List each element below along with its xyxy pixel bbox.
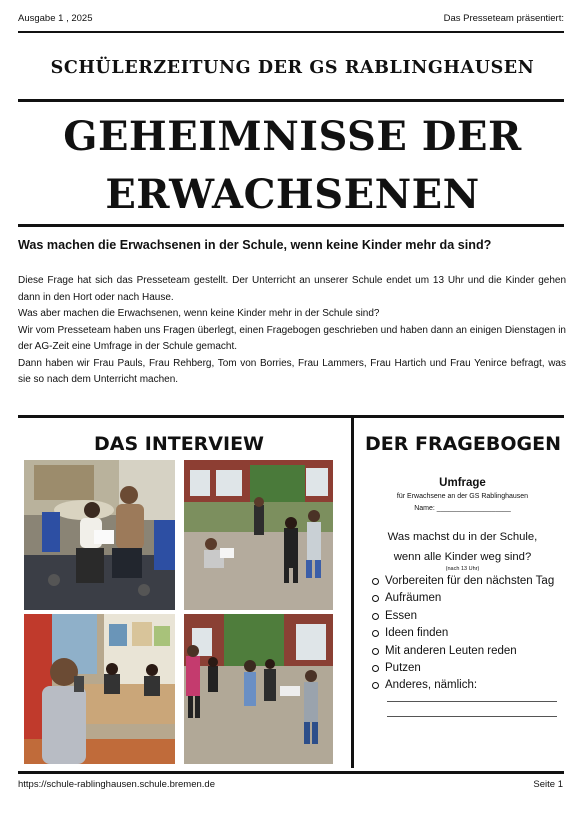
questionnaire-title: DER FRAGEBOGEN [365, 433, 561, 455]
survey-option [372, 590, 582, 607]
body-paragraph: Dann haben wir Frau Pauls, Frau Rehberg, Tom von Borries, Frau Lammers, Frau Hartich und Frau Yenirce befragt, was sie so nach dem Unterricht machen. [18, 357, 566, 385]
answer-line-2 [387, 716, 557, 717]
interview-photo-3 [24, 614, 175, 764]
radio-circle-icon [372, 665, 379, 672]
survey-question [360, 527, 565, 567]
survey-subtitle: für Erwachsene an der GS Rablinghausen [396, 493, 529, 500]
headline-line-1: GEHEIMNISSE DER [63, 113, 522, 160]
column-divider [351, 418, 354, 768]
interview-photo-4 [184, 614, 333, 764]
body-paragraph: Was aber machen die Erwachsenen, wenn keine Kinder mehr in der Schule sind? [18, 308, 380, 319]
survey-option-label: Vorbereiten für den nächsten Tag [385, 575, 555, 587]
survey-option-label: Mit anderen Leuten reden [385, 644, 517, 657]
radio-circle-icon [372, 630, 379, 637]
survey-options [372, 573, 582, 695]
answer-line-1 [387, 701, 557, 702]
survey-option [372, 625, 582, 642]
presenter-label: Das Presseteam präsentiert: [443, 13, 564, 24]
survey-option [372, 660, 582, 677]
page-number: Seite 1 [533, 779, 563, 790]
survey-option-label: Essen [385, 609, 417, 622]
survey-option [372, 643, 582, 660]
survey-option [372, 677, 582, 694]
survey-name-line: Name: ___________________ [414, 505, 511, 512]
radio-circle-icon [372, 595, 379, 602]
survey-question-line-1: Was machst du in der Schule, [387, 531, 538, 543]
interview-title: DAS INTERVIEW [93, 433, 265, 455]
body-paragraph: Diese Frage hat sich das Presseteam gestellt. Der Unterricht an unserer Schule endet um 13 Uhr und die Kinder gehen dann in den Hort oder nach Hause. [18, 275, 566, 303]
radio-circle-icon [372, 578, 379, 585]
masthead-rule [18, 99, 564, 102]
survey-question-note: (nach 13 Uhr) [445, 566, 480, 572]
survey-question-line-2: wenn alle Kinder weg sind? [393, 551, 532, 563]
footer-url[interactable]: https://schule-rablinghausen.schule.bremen.de [18, 779, 215, 790]
radio-circle-icon [372, 682, 379, 689]
article-body [18, 273, 566, 389]
masthead: SCHÜLERZEITUNG DER GS RABLINGHAUSEN [50, 58, 535, 78]
survey-option-label: Anderes, nämlich: [385, 679, 478, 692]
survey-option-label: Putzen [385, 662, 421, 675]
survey-option-label: Aufräumen [385, 592, 442, 605]
survey-title: Umfrage [439, 477, 486, 489]
section-rule [18, 415, 564, 418]
radio-circle-icon [372, 613, 379, 620]
top-rule [18, 31, 564, 33]
interview-photo-2 [184, 460, 333, 610]
radio-circle-icon [372, 648, 379, 655]
lead-question: Was machen die Erwachsenen in der Schule, wenn keine Kinder mehr da sind? [18, 238, 492, 252]
survey-option [372, 573, 582, 590]
footer-rule [18, 771, 564, 774]
issue-label: Ausgabe 1 , 2025 [18, 13, 93, 24]
headline-rule [18, 224, 564, 227]
body-paragraph: Wir vom Presseteam haben uns Fragen überlegt, einen Fragebogen geschrieben und haben dann an einigen Dienstagen in der AG-Zeit eine Umfrage in der Schule gemacht. [18, 324, 566, 352]
survey-option-label: Ideen finden [385, 627, 449, 640]
interview-photo-1 [24, 460, 175, 610]
headline [0, 108, 585, 224]
headline-line-2: ERWACHSENEN [105, 171, 480, 218]
survey-option [372, 608, 582, 625]
